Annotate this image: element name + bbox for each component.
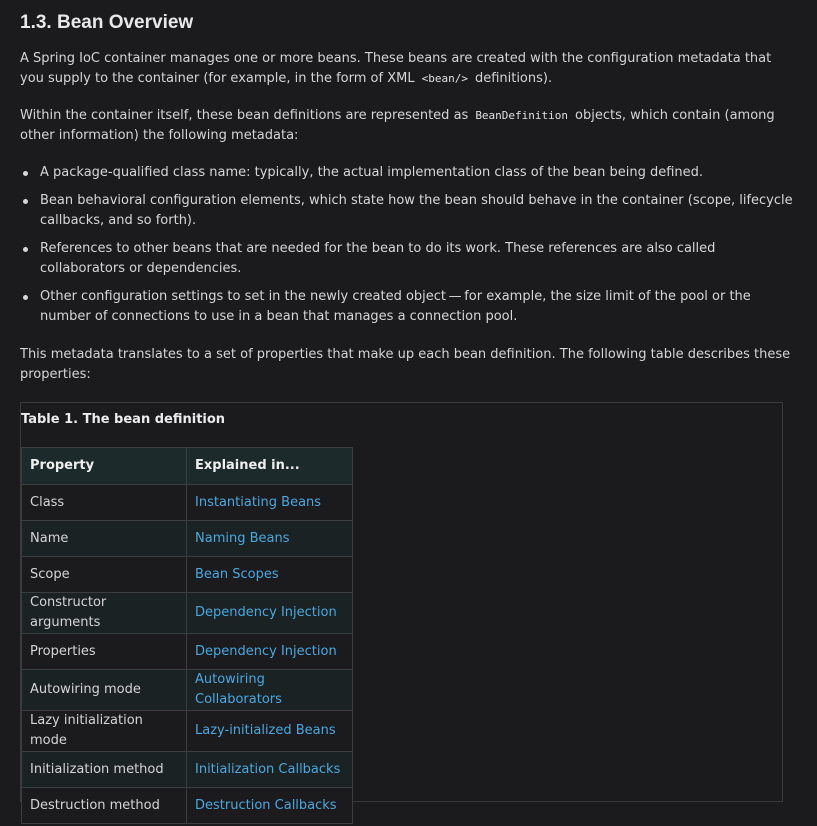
table-row <box>22 593 353 634</box>
list-item-text: Other configuration settings to set in the newly created object — for example, the size limit of the pool or the number of connections to use in a bean that manages a connection pool. <box>40 289 751 324</box>
list-item-text: A package-qualified class name: typically, the actual implementation class of the bean being defined. <box>40 165 704 180</box>
section-title: 1.3. Bean Overview <box>20 12 194 33</box>
link-cell <box>187 557 353 593</box>
property-cell: Constructor arguments <box>22 593 187 634</box>
table-row <box>22 521 353 557</box>
intro-paragraph <box>20 49 797 89</box>
property-cell: Destruction method <box>22 788 187 824</box>
property-cell: Lazy initialization mode <box>22 711 187 752</box>
link-cell <box>187 788 353 824</box>
within-text-after: objects, which contain (among other information) the following metadata: <box>20 108 775 143</box>
property-cell: Name <box>22 521 187 557</box>
list-item-text: References to other beans that are needed for the bean to do its work. These references are also called collaborators or dependencies. <box>40 241 716 276</box>
table-row <box>22 634 353 670</box>
bullet-icon <box>23 247 28 252</box>
link-cell <box>187 752 353 788</box>
list-item <box>20 163 797 183</box>
bullet-icon <box>23 199 28 204</box>
list-item-text: Bean behavioral configuration elements, which state how the bean should behave in the container (scope, lifecycle callbacks, and so forth). <box>40 193 793 228</box>
list-item <box>20 191 797 231</box>
bean-tag-code: <bean/> <box>421 72 468 85</box>
instantiating-beans-link[interactable]: Instantiating Beans <box>195 494 322 510</box>
header-property: Property <box>22 448 187 485</box>
property-cell: Class <box>22 485 187 521</box>
link-cell <box>187 521 353 557</box>
destruction-callbacks-link[interactable]: Destruction Callbacks <box>195 797 337 813</box>
property-cell: Autowiring mode <box>22 670 187 711</box>
link-cell <box>187 593 353 634</box>
bullet-icon <box>23 295 28 300</box>
bean-definition-table <box>21 447 353 824</box>
dependency-injection-link[interactable]: Dependency Injection <box>195 643 337 659</box>
table-header-row <box>22 448 353 485</box>
lazy-initialized-beans-link[interactable]: Lazy-initialized Beans <box>195 723 336 738</box>
bean-definition-code: BeanDefinition <box>475 109 569 122</box>
table-caption: Table 1. The bean definition <box>21 412 226 427</box>
property-cell: Scope <box>22 557 187 593</box>
table-row <box>22 557 353 593</box>
link-cell <box>187 485 353 521</box>
header-explained-in: Explained in... <box>187 448 353 485</box>
naming-beans-link[interactable]: Naming Beans <box>195 530 290 546</box>
metadata-list <box>20 163 797 327</box>
intro-text-after: definitions). <box>474 71 553 86</box>
autowiring-collaborators-link[interactable]: Autowiring Collaborators <box>195 672 282 707</box>
list-item <box>20 239 797 279</box>
link-cell <box>187 670 353 711</box>
within-paragraph <box>20 106 797 146</box>
within-text-before: Within the container itself, these bean definitions are represented as <box>20 108 469 123</box>
table-row <box>22 711 353 752</box>
bean-scopes-link[interactable]: Bean Scopes <box>195 566 279 582</box>
initialization-callbacks-link[interactable]: Initialization Callbacks <box>195 761 341 777</box>
bullet-icon <box>23 171 28 176</box>
list-item <box>20 287 797 327</box>
table-block <box>20 402 783 813</box>
table-row <box>22 485 353 521</box>
table-row <box>22 752 353 788</box>
property-cell: Properties <box>22 634 187 670</box>
property-cell: Initialization method <box>22 752 187 788</box>
table-row <box>22 788 353 824</box>
link-cell <box>187 634 353 670</box>
intro-text-before: A Spring IoC container manages one or more beans. These beans are created with the configuration metadata that you supply to the container (for example, in the form of XML <box>20 51 772 86</box>
link-cell <box>187 711 353 752</box>
dependency-injection-link[interactable]: Dependency Injection <box>195 605 337 620</box>
table-row <box>22 670 353 711</box>
table-intro-paragraph: This metadata translates to a set of properties that make up each bean definition. The following table describes these properties: <box>20 347 791 382</box>
